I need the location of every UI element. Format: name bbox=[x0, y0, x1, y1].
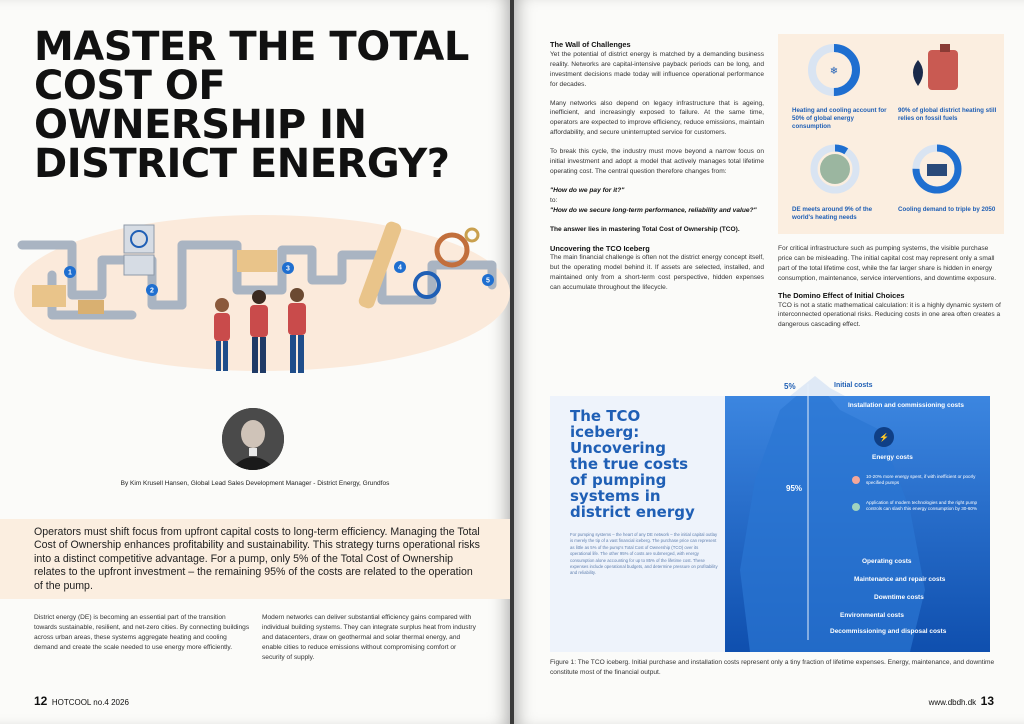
svg-text:❄: ❄ bbox=[829, 66, 839, 77]
pct-hidden: 95% bbox=[786, 484, 803, 493]
critical-paragraph: For critical infrastructure such as pumping systems, the visible purchase price can be misleading. The initial capital cost may represent only a small part of the total lifetime cost, while the far larger share is hidden in energy consumption, maintenance, service interventions, and downtime exposure. bbox=[778, 245, 997, 282]
left-page bbox=[0, 0, 510, 724]
svg-text:2: 2 bbox=[150, 287, 154, 295]
svg-text:3: 3 bbox=[286, 265, 290, 273]
figure-caption: Figure 1: The TCO iceberg. Initial purchase and installation costs represent only a tiny fraction of lifetime expenses. Energy, maintenance, and downtime constitute most of the financial output. bbox=[550, 659, 995, 676]
right-page bbox=[514, 0, 1024, 724]
left-folio bbox=[34, 694, 129, 708]
label-operating-costs: Operating costs bbox=[862, 558, 912, 565]
wall-heading: The Wall of Challenges bbox=[550, 40, 631, 49]
right-column-text bbox=[550, 40, 764, 302]
tco-iceberg-figure bbox=[550, 370, 990, 652]
iceberg-body: For pumping systems – the heart of any DE network – the initial capital outlay is merely the tip of a vast financial iceberg. The purchase price can represent as little as 5% of the pump's Total Cost of Ownership (TCO) over its operational life. The other 95% of costs are submerged, with energy consumption alone accounting for up to 85% of the lifetime cost. These expenses include operational budgets, and determine pressure on profitability and reliability. bbox=[570, 532, 718, 576]
label-energy-costs: Energy costs bbox=[872, 454, 913, 461]
headline: MASTER THE TOTAL COST OF OWNERSHIP IN DISTRICT ENERGY? bbox=[34, 24, 469, 187]
body-column-2: Modern networks can deliver substantial efficiency gains compared with individual building systems. They can integrate surplus heat from industry and datacenters, draw on geothermal and solar thermal energy, and enable cities to reduce emissions without compromising comfort or security of supply. bbox=[262, 614, 476, 661]
energy-bullet-1: 10-20% more energy spent, if with inefficient or poorly specified pumps bbox=[866, 474, 976, 486]
wall-paragraph-3: To break this cycle, the industry must move beyond a narrow focus on initial investment and adopt a model that actively manages total lifetime operating cost. The central question therefore changes from: bbox=[550, 148, 764, 175]
label-maintenance-costs: Maintenance and repair costs bbox=[854, 576, 946, 583]
stat-cooling-demand: Cooling demand to triple by 2050 bbox=[898, 206, 996, 213]
lead-paragraph: Operators must shift focus from upfront capital costs to long-term efficiency. Managing the Total Cost of Ownership enhances profitability and sustainability. This strategy turns operational risks into a distinct competitive advantage. For a pump, only 5% of the Total Cost of Ownership relates to the upfront investment – the remaining 95% of the costs are related to the operation of the pump. bbox=[34, 526, 480, 592]
uncover-heading: Uncovering the TCO Iceberg bbox=[550, 243, 650, 253]
domino-heading: The Domino Effect of Initial Choices bbox=[778, 290, 905, 300]
issue-label: HOTCOOL no.4 2026 bbox=[51, 698, 129, 707]
right-page-number: 13 bbox=[980, 694, 994, 708]
svg-text:5: 5 bbox=[486, 277, 490, 285]
answer-line: The answer lies in mastering Total Cost of Ownership (TCO). bbox=[550, 225, 740, 233]
iceberg-title: The TCO iceberg: Uncovering the true costs of pumping systems in district energy bbox=[570, 407, 695, 521]
right-folio bbox=[929, 694, 994, 708]
domino-paragraph: TCO is not a static mathematical calculation: it is a highly dynamic system of interconnected operational risks. Reducing costs in one area often creates a dangerous cascading effect. bbox=[778, 301, 1001, 329]
stats-infobox bbox=[778, 34, 1004, 234]
author-portrait bbox=[222, 408, 284, 470]
wall-paragraph-2: Many networks also depend on legacy infrastructure that is ageing, inefficient, and increasingly exposed to failure. At the same time, operators are expected to improve efficiency, reduce emissions, maintain affordability, and secure uninterrupted service for customers. bbox=[550, 99, 764, 137]
body-column-1: District energy (DE) is becoming an essential part of the transition towards sustainable, resilient, and net-zero cities. By connecting buildings across urban areas, these systems aggregate heating and cooling demand and create the scale needed to use energy more efficiently. bbox=[34, 614, 250, 651]
left-page-number: 12 bbox=[34, 694, 48, 708]
stat-de-share: DE meets around 9% of the world's heating needs bbox=[792, 206, 873, 221]
right-column-text-2 bbox=[778, 244, 1004, 337]
label-installation-costs: Installation and commissioning costs bbox=[848, 402, 964, 409]
energy-bullet-2: Application of modern technologies and the right pump controls can slash this energy consumption by 30-60% bbox=[866, 500, 978, 512]
question-to: to: bbox=[550, 196, 558, 204]
pct-visible: 5% bbox=[784, 382, 796, 391]
website-url[interactable]: www.dbdh.dk bbox=[928, 698, 977, 707]
label-initial-costs: Initial costs bbox=[834, 382, 873, 389]
label-decommissioning-costs: Decommissioning and disposal costs bbox=[830, 628, 947, 635]
question-2: "How do we secure long-term performance, reliability and value?" bbox=[550, 206, 757, 214]
label-environmental-costs: Environmental costs bbox=[840, 612, 904, 619]
svg-text:1: 1 bbox=[68, 269, 72, 277]
district-energy-illustration bbox=[12, 205, 510, 385]
question-1: "How do we pay for it?" bbox=[550, 186, 625, 194]
byline: By Kim Krusell Hansen, Global Lead Sales Development Manager - District Energy, Grundfos bbox=[120, 480, 390, 487]
svg-text:⚡: ⚡ bbox=[879, 433, 889, 442]
wall-paragraph-1: Yet the potential of district energy is matched by a demanding business reality. Networks are capital-intensive payback periods can be long, and investment decisions made today will influence operational performance for decades. bbox=[550, 50, 764, 88]
svg-text:4: 4 bbox=[398, 264, 402, 272]
globe-donut-icon bbox=[808, 142, 862, 196]
stat-fossil-fuels: 90% of global district heating still relies on fossil fuels bbox=[898, 107, 997, 122]
solar-donut-icon bbox=[910, 142, 964, 196]
uncover-paragraph: The main financial challenge is often not the district energy concept itself, but the operating model behind it. If assets are selected, installed, and maintained only from a short-term cost perspective, hidden expenses can accumulate throughout the lifecycle. bbox=[550, 254, 764, 292]
stat-heating-cooling: Heating and cooling account for 50% of global energy consumption bbox=[792, 107, 887, 130]
label-downtime-costs: Downtime costs bbox=[874, 594, 924, 601]
fuel-canister-icon bbox=[906, 42, 966, 98]
heating-cooling-donut-icon bbox=[806, 42, 862, 98]
